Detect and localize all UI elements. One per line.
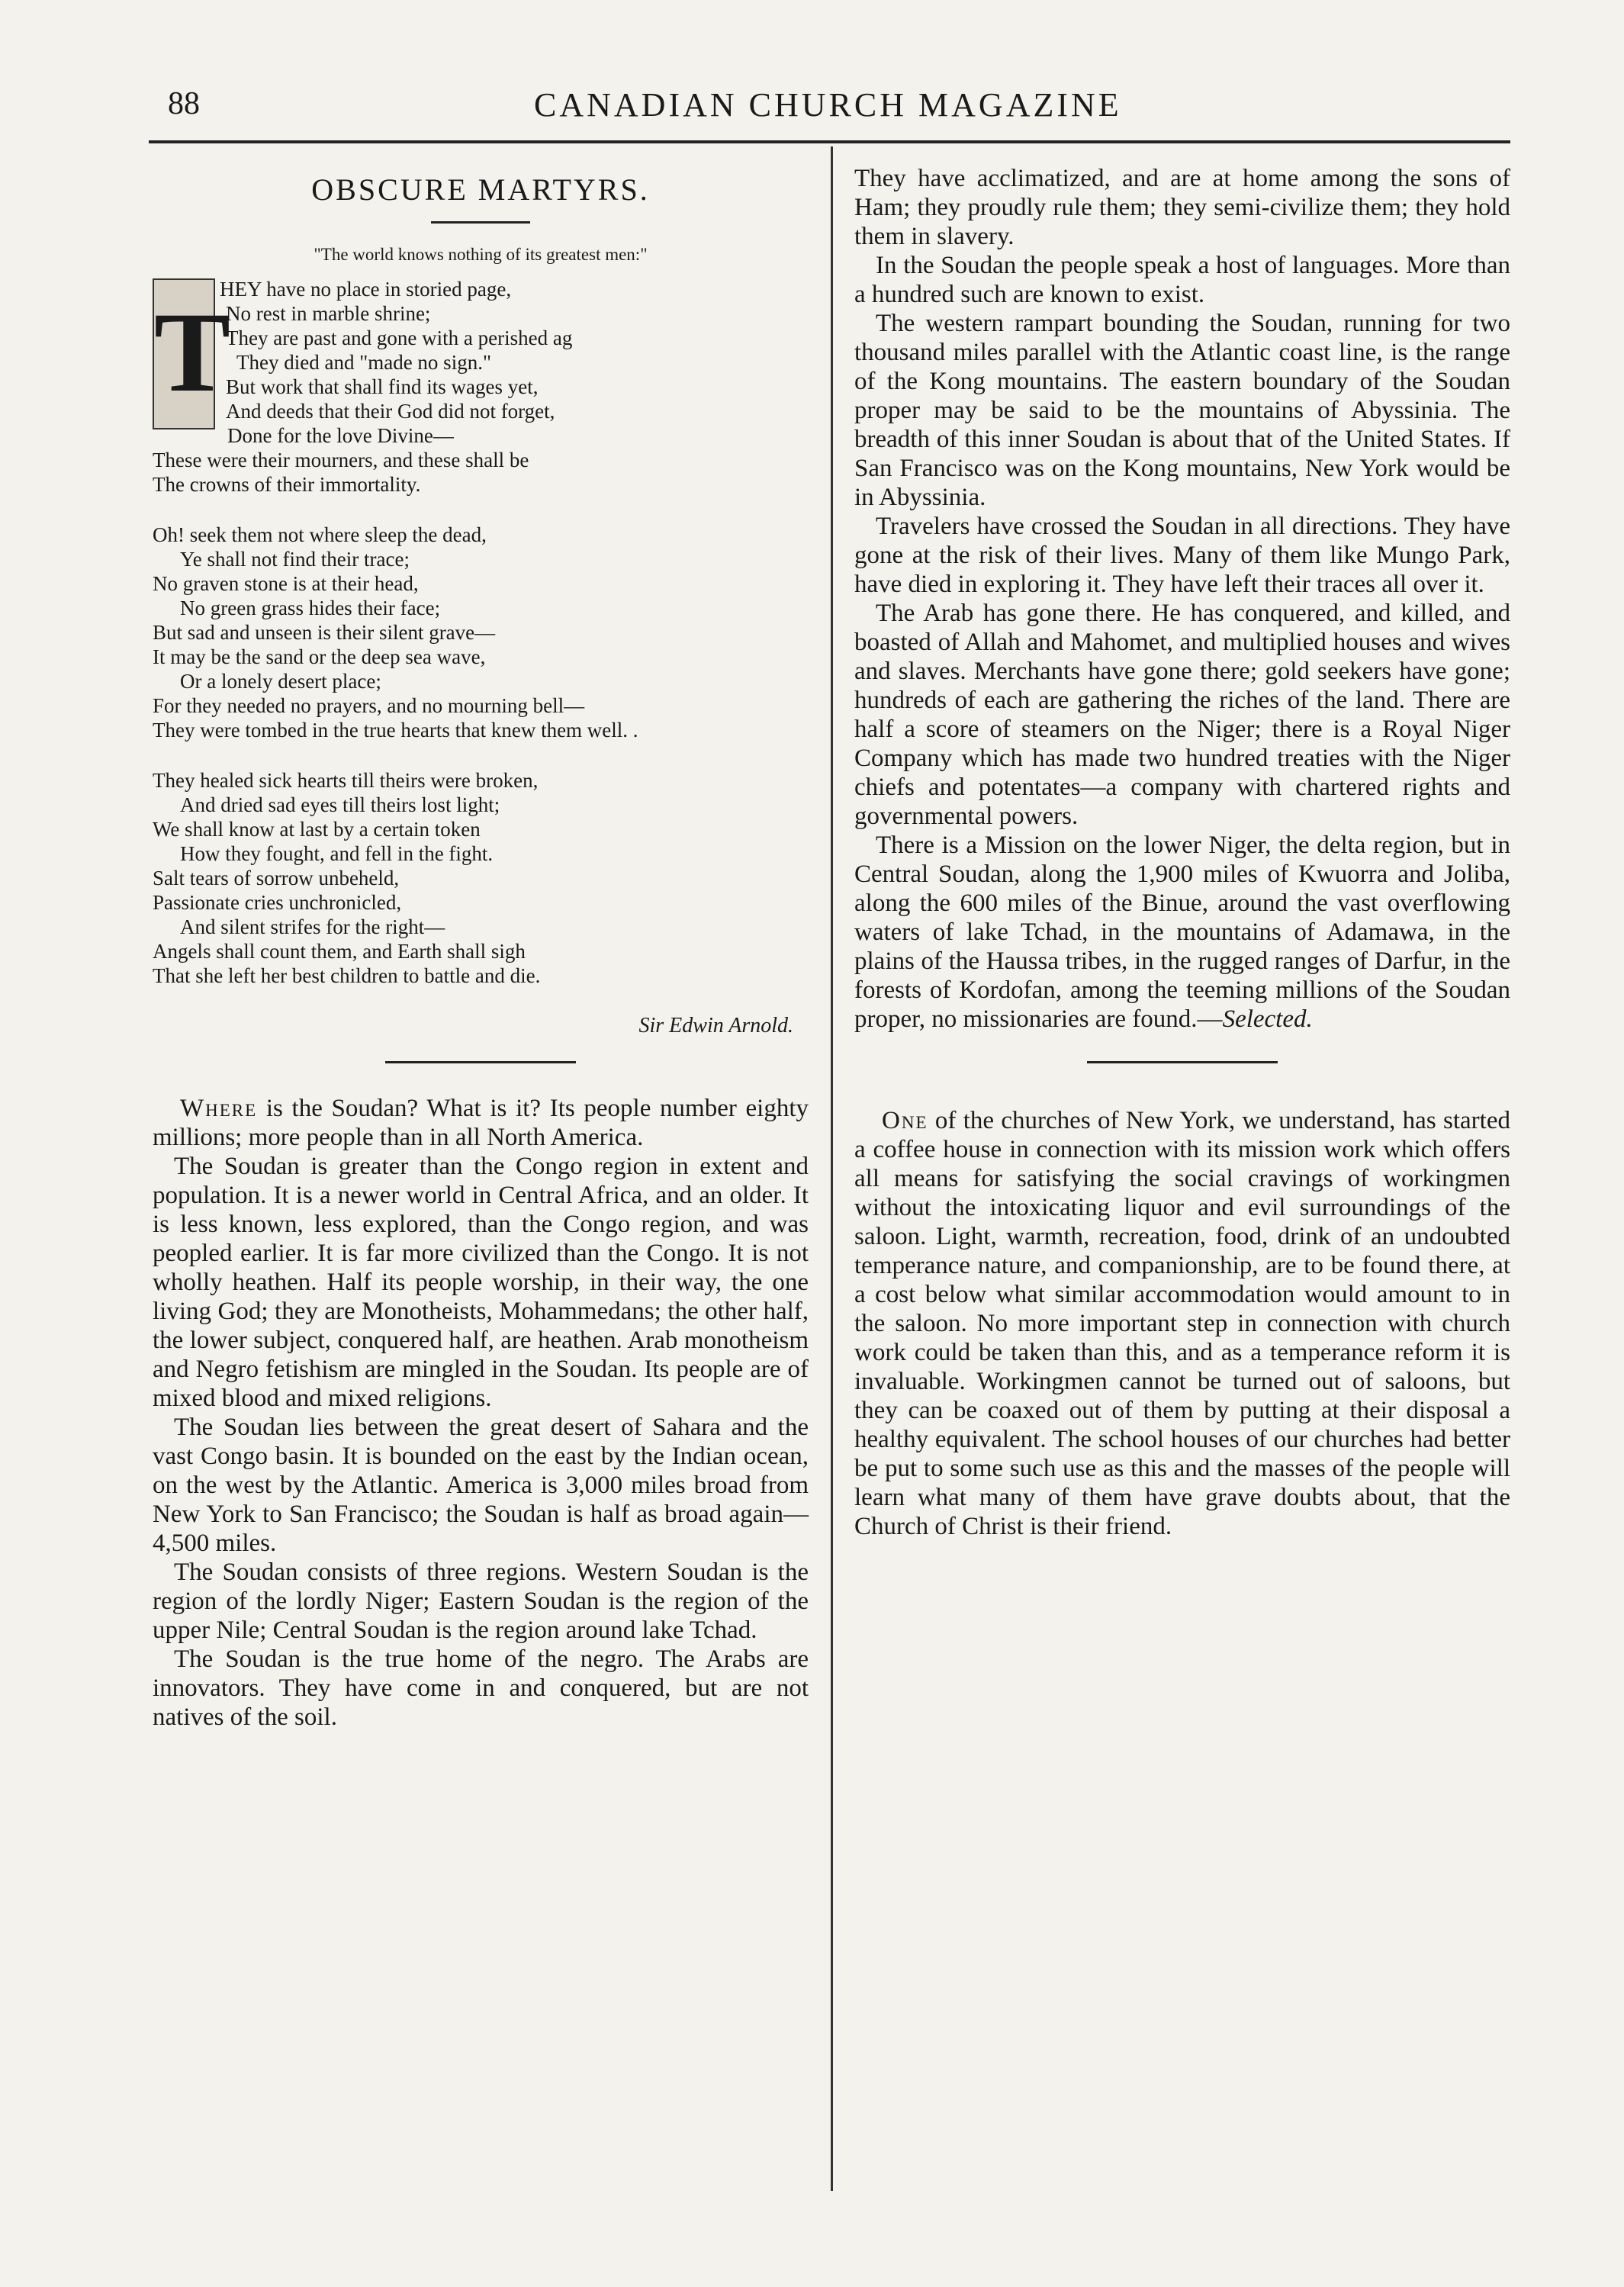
poem-line: They are past and gone with a perished ag bbox=[226, 326, 573, 349]
poem-line: These were their mourners, and these shall be bbox=[153, 449, 529, 471]
poem-line: Salt tears of sorrow unbeheld, bbox=[153, 867, 400, 889]
poem-title: OBSCURE MARTYRS. bbox=[311, 172, 650, 207]
article-paragraph: The Soudan consists of three regions. Western Soudan is the region of the lordly Niger; Eastern Soudan is the region of the upper Nile; Central Soudan is the region around lake Tchad. bbox=[153, 1558, 809, 1644]
poem-line: Passionate cries unchronicled, bbox=[153, 891, 402, 914]
poem-line: They died and "made no sign." bbox=[236, 351, 491, 374]
poem-line: And deeds that their God did not forget, bbox=[226, 400, 555, 423]
poem-line: For they needed no prayers, and no mourning bell— bbox=[153, 694, 585, 717]
poem-line: But sad and unseen is their silent grave— bbox=[153, 621, 496, 644]
poem-line: No rest in marble shrine; bbox=[226, 302, 431, 325]
poem-stanza-1 bbox=[153, 277, 809, 497]
poem-line: Or a lonely desert place; bbox=[180, 670, 381, 693]
article-paragraph: They have acclimatized, and are at home among the sons of Ham; they proudly rule them; they semi-civilize them; they hold them in slavery. bbox=[854, 165, 1510, 250]
paragraph-text: is the Soudan? What is it? Its people number eighty millions; more people than in all North America. bbox=[153, 1095, 809, 1151]
left-column bbox=[153, 164, 809, 1732]
poem-line: No graven stone is at their head, bbox=[153, 572, 419, 595]
article-paragraph: The Soudan lies between the great desert of Sahara and the vast Congo basin. It is bounded on the east by the Indian ocean, on the west by the Atlantic. America is 3,000 miles broad from New York to San Francisco; the Soudan is half as broad again—4,500 miles. bbox=[153, 1414, 809, 1557]
poem-line: They were tombed in the true hearts that knew them well. . bbox=[153, 719, 638, 741]
poem-line: And silent strifes for the right— bbox=[180, 915, 445, 938]
title-rule bbox=[431, 221, 530, 224]
poem-line: They healed sick hearts till theirs were broken, bbox=[153, 769, 539, 792]
paragraph-text: of the churches of New York, we understand, has started a coffee house in connection with its mission work which offers all means for satisfying the social cravings of workingmen without the intoxicating liquor and evil surroundings of the saloon. Light, warmth, recreation, food, drink of an undoubted temperance nature, and companionship, are to be found there, at a cost below what similar accommodation would amount to in the saloon. No more important step in connection with church work could be taken than this, and as a temperance reform it is invaluable. Workingmen cannot be turned out of saloons, but they can be coaxed out of them by putting at their disposal a healthy equivalent. The school houses of our churches had better be put to some such use as this and the masses of the people will learn what many of them have grave doubts about, that the Church of Christ is their friend. bbox=[854, 1107, 1510, 1540]
poem-line: The crowns of their immortality. bbox=[153, 473, 421, 496]
poem-line: How they fought, and fell in the fight. bbox=[180, 842, 494, 865]
soudan-article-part-1 bbox=[153, 1094, 809, 1732]
article-paragraph bbox=[854, 1106, 1510, 1541]
paragraph-text: There is a Mission on the lower Niger, the delta region, but in Central Soudan, along the 1,900 miles of Kwuorra and Joliba, along the 600 miles of the Binue, around the vast overflowing waters of lake Tchad, in the mountains of Adamawa, in the plains of the Haussa tribes, in the rugged ranges of Darfur, in the forests of Kordofan, among the teeming millions of the Soudan proper, no missionaries are found.— bbox=[854, 831, 1510, 1033]
poem-line: We shall know at last by a certain token bbox=[153, 818, 481, 841]
poem-stanza-3 bbox=[153, 768, 809, 988]
coffee-house-article bbox=[854, 1106, 1510, 1541]
article-paragraph: The Soudan is the true home of the negro. The Arabs are innovators. They have come in and conquered, but are not natives of the soil. bbox=[153, 1645, 809, 1731]
header-rule bbox=[149, 140, 1510, 143]
section-rule bbox=[1087, 1061, 1278, 1063]
poem-attribution: Sir Edwin Arnold. bbox=[638, 1014, 793, 1037]
poem-line: Oh! seek them not where sleep the dead, bbox=[153, 523, 487, 546]
article-paragraph: Travelers have crossed the Soudan in all directions. They have gone at the risk of their lives. Many of them like Mungo Park, have died in exploring it. They have left their traces all over it. bbox=[854, 513, 1510, 598]
running-title: CANADIAN CHURCH MAGAZINE bbox=[534, 86, 1122, 124]
poem-line: No green grass hides their face; bbox=[180, 597, 441, 619]
poem-line: It may be the sand or the deep sea wave, bbox=[153, 645, 486, 668]
poem-line: But work that shall find its wages yet, bbox=[226, 375, 539, 398]
lead-word: One bbox=[882, 1107, 928, 1134]
poem-line: Done for the love Divine— bbox=[227, 424, 454, 447]
soudan-article-part-2 bbox=[854, 164, 1510, 1034]
poem-body bbox=[153, 277, 809, 988]
section-rule bbox=[385, 1061, 576, 1063]
right-column bbox=[854, 164, 1510, 1541]
page-header bbox=[153, 85, 1510, 131]
article-paragraph: The western rampart bounding the Soudan, running for two thousand miles parallel with the Atlantic coast line, is the range of the Kong mountains. The eastern boundary of the Soudan proper may be said to be the mountains of Abyssinia. The breadth of this inner Soudan is about that of the United States. If San Francisco was on the Kong mountains, New York would be in Abyssinia. bbox=[854, 310, 1510, 511]
poem-line: And dried sad eyes till theirs lost light; bbox=[180, 793, 500, 816]
drop-cap-letter: T bbox=[153, 278, 215, 429]
article-paragraph: The Arab has gone there. He has conquered, and killed, and boasted of Allah and Mahomet, and multiplied houses and wives and slaves. Merchants have gone there; gold seekers have gone; hundreds of each are gathering the riches of the land. There are half a score of steamers on the Niger; there is a Royal Niger Company which has made two hundred treaties with the Niger chiefs and potentates—a company with chartered rights and governmental powers. bbox=[854, 600, 1510, 830]
poem-stanza-2 bbox=[153, 523, 809, 742]
article-paragraph bbox=[854, 831, 1510, 1034]
article-paragraph: In the Soudan the people speak a host of languages. More than a hundred such are known to exist. bbox=[854, 252, 1510, 308]
article-paragraph: The Soudan is greater than the Congo region in extent and population. It is a newer world in Central Africa, and an older. It is less known, less explored, than the Congo region, and was peopled earlier. It is far more civilized than the Congo. It is not wholly heathen. Half its people worship, in their way, the one living God; they are Monotheists, Mohammedans; the other half, the lower subject, conquered half, are heathen. Arab monotheism and Negro fetishism are mingled in the Soudan. Its people are of mixed blood and mixed religions. bbox=[153, 1153, 809, 1412]
poem-line: Angels shall count them, and Earth shall sigh bbox=[153, 940, 526, 963]
article-paragraph bbox=[153, 1094, 809, 1152]
poem-line: Ye shall not find their trace; bbox=[180, 548, 410, 571]
poem-line: That she left her best children to battle and die. bbox=[153, 964, 541, 987]
lead-word: Where bbox=[180, 1095, 258, 1122]
article-signature: Selected. bbox=[1222, 1005, 1313, 1033]
column-divider bbox=[831, 146, 833, 2191]
poem-line: HEY have no place in storied page, bbox=[220, 278, 512, 301]
poem-epigraph: "The world knows nothing of its greatest men:" bbox=[314, 245, 648, 264]
page-number: 88 bbox=[168, 86, 200, 121]
